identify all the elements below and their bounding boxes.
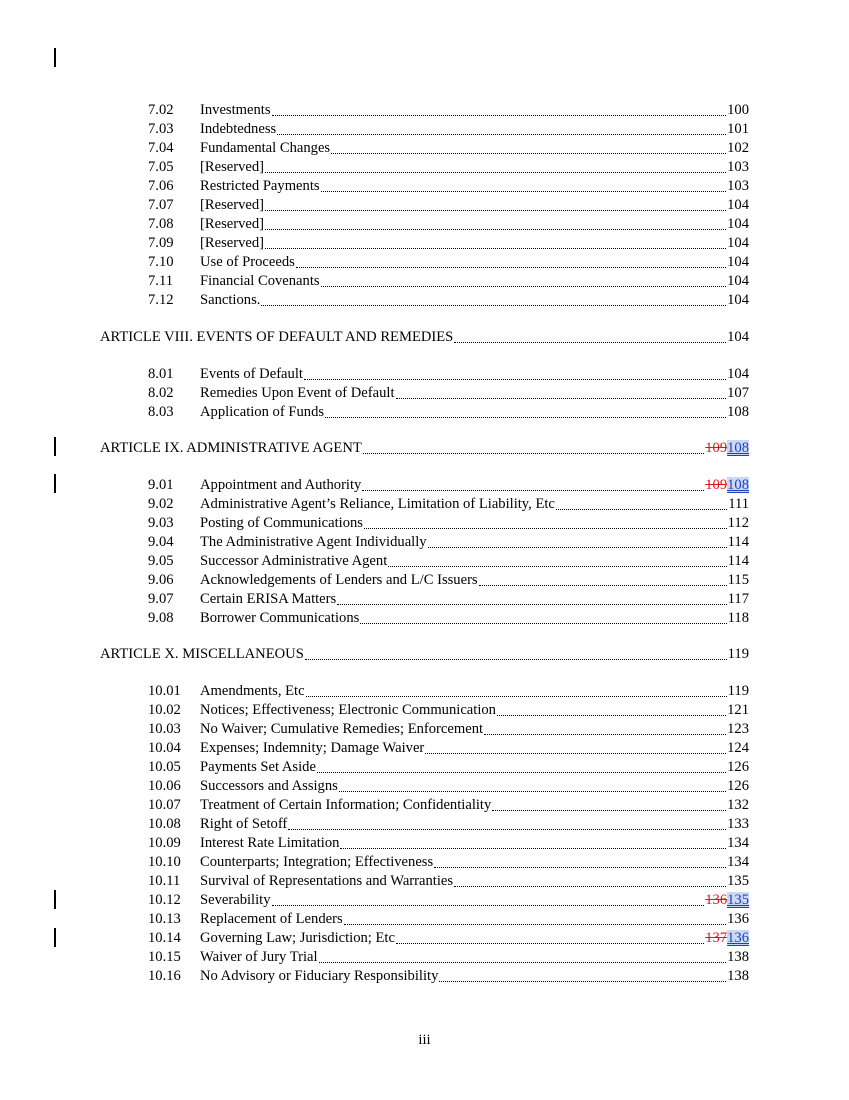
change-bar-section-10-14 bbox=[54, 928, 56, 947]
toc-entry[interactable]: 7.04 Fundamental Changes 102 bbox=[148, 140, 749, 156]
toc-entry[interactable]: 10.16 No Advisory or Fiduciary Responsibility 138 bbox=[148, 968, 749, 984]
dot-leader bbox=[325, 417, 726, 418]
page-number: iii bbox=[418, 1032, 431, 1048]
dot-leader bbox=[396, 398, 727, 399]
change-bar-article-9 bbox=[54, 437, 56, 456]
deleted-page-number: 136 bbox=[705, 892, 728, 908]
toc-entry[interactable]: 10.14 Governing Law; Jurisdiction; Etc 137136 bbox=[148, 930, 749, 946]
toc-entry[interactable]: 9.05 Successor Administrative Agent 114 bbox=[148, 553, 749, 569]
dot-leader bbox=[492, 810, 726, 811]
toc-entry[interactable]: 9.06 Acknowledgements of Lenders and L/C Issuers 115 bbox=[148, 572, 749, 588]
toc-entry[interactable]: 7.06 Restricted Payments 103 bbox=[148, 178, 749, 194]
toc-entry[interactable]: 10.02 Notices; Effectiveness; Electronic Communication 121 bbox=[148, 702, 749, 718]
dot-leader bbox=[331, 153, 726, 154]
toc-entry[interactable]: 10.13 Replacement of Lenders 136 bbox=[148, 911, 749, 927]
toc-entry[interactable]: 10.15 Waiver of Jury Trial 138 bbox=[148, 949, 749, 965]
toc-entry[interactable]: 7.05 [Reserved] 103 bbox=[148, 159, 749, 175]
toc-entry[interactable]: 10.10 Counterparts; Integration; Effectiveness 134 bbox=[148, 854, 749, 870]
change-bar-top bbox=[54, 48, 56, 67]
toc-article-10[interactable]: ARTICLE X. MISCELLANEOUS 119 bbox=[100, 646, 749, 662]
dot-leader bbox=[277, 134, 726, 135]
dot-leader bbox=[344, 924, 726, 925]
inserted-page-number: 108 bbox=[727, 440, 749, 456]
toc-entry[interactable]: 7.12 Sanctions. 104 bbox=[148, 292, 749, 308]
toc-entry[interactable]: 7.10 Use of Proceeds 104 bbox=[148, 254, 749, 270]
toc-entry[interactable]: 8.03 Application of Funds 108 bbox=[148, 404, 749, 420]
inserted-page-number: 135 bbox=[727, 892, 749, 908]
dot-leader bbox=[364, 528, 727, 529]
toc-entry[interactable]: 7.09 [Reserved] 104 bbox=[148, 235, 749, 251]
dot-leader bbox=[261, 305, 726, 306]
dot-leader bbox=[272, 905, 705, 906]
toc-entry[interactable]: 9.04 The Administrative Agent Individually 114 bbox=[148, 534, 749, 550]
toc-entry[interactable]: 9.03 Posting of Communications 112 bbox=[148, 515, 749, 531]
toc-entry[interactable]: 9.02 Administrative Agent’s Reliance, Limitation of Liability, Etc 111 bbox=[148, 496, 749, 512]
toc-entry[interactable]: 7.02 Investments 100 bbox=[148, 102, 749, 118]
dot-leader bbox=[425, 753, 726, 754]
dot-leader bbox=[265, 248, 726, 249]
deleted-page-number: 109 bbox=[705, 477, 728, 493]
dot-leader bbox=[360, 623, 726, 624]
dot-leader bbox=[484, 734, 726, 735]
toc-entry[interactable]: 7.03 Indebtedness 101 bbox=[148, 121, 749, 137]
toc-entry[interactable]: 10.06 Successors and Assigns 126 bbox=[148, 778, 749, 794]
toc-article-8[interactable]: ARTICLE VIII. EVENTS OF DEFAULT AND REMEDIES 104 bbox=[100, 329, 749, 345]
toc-entry[interactable]: 10.08 Right of Setoff 133 bbox=[148, 816, 749, 832]
dot-leader bbox=[272, 115, 727, 116]
toc-entry[interactable]: 7.07 [Reserved] 104 bbox=[148, 197, 749, 213]
dot-leader bbox=[479, 585, 727, 586]
toc-entry[interactable]: 8.01 Events of Default 104 bbox=[148, 366, 749, 382]
dot-leader bbox=[265, 210, 726, 211]
deleted-page-number: 137 bbox=[705, 930, 728, 946]
toc-entry[interactable]: 10.09 Interest Rate Limitation 134 bbox=[148, 835, 749, 851]
dot-leader bbox=[296, 267, 726, 268]
dot-leader bbox=[265, 229, 726, 230]
toc-article-9[interactable]: ARTICLE IX. ADMINISTRATIVE AGENT 109108 bbox=[100, 440, 749, 456]
dot-leader bbox=[288, 829, 726, 830]
dot-leader bbox=[317, 772, 726, 773]
toc-entry[interactable]: 9.08 Borrower Communications 118 bbox=[148, 610, 749, 626]
inserted-page-number: 136 bbox=[727, 930, 749, 946]
change-bar-section-9-01 bbox=[54, 474, 56, 493]
dot-leader bbox=[363, 453, 704, 454]
dot-leader bbox=[454, 342, 726, 343]
toc-entry[interactable]: 10.05 Payments Set Aside 126 bbox=[148, 759, 749, 775]
dot-leader bbox=[340, 848, 726, 849]
dot-leader bbox=[306, 696, 727, 697]
dot-leader bbox=[321, 191, 727, 192]
dot-leader bbox=[556, 509, 727, 510]
dot-leader bbox=[362, 490, 704, 491]
dot-leader bbox=[265, 172, 726, 173]
change-bar-section-10-12 bbox=[54, 890, 56, 909]
dot-leader bbox=[454, 886, 726, 887]
dot-leader bbox=[396, 943, 704, 944]
toc-entry[interactable]: 10.04 Expenses; Indemnity; Damage Waiver 124 bbox=[148, 740, 749, 756]
dot-leader bbox=[434, 867, 726, 868]
dot-leader bbox=[339, 791, 726, 792]
dot-leader bbox=[304, 379, 726, 380]
toc-entry[interactable]: 7.11 Financial Covenants 104 bbox=[148, 273, 749, 289]
toc-entry[interactable]: 9.01 Appointment and Authority 109108 bbox=[148, 477, 749, 493]
dot-leader bbox=[319, 962, 727, 963]
toc-entry[interactable]: 10.03 No Waiver; Cumulative Remedies; Enforcement 123 bbox=[148, 721, 749, 737]
dot-leader bbox=[305, 659, 727, 660]
dot-leader bbox=[439, 981, 726, 982]
toc-entry[interactable]: 10.12 Severability 136135 bbox=[148, 892, 749, 908]
toc-entry[interactable]: 7.08 [Reserved] 104 bbox=[148, 216, 749, 232]
toc-entry[interactable]: 10.07 Treatment of Certain Information; Confidentiality 132 bbox=[148, 797, 749, 813]
inserted-page-number: 108 bbox=[727, 477, 749, 493]
dot-leader bbox=[497, 715, 726, 716]
toc-entry[interactable]: 9.07 Certain ERISA Matters 117 bbox=[148, 591, 749, 607]
dot-leader bbox=[321, 286, 727, 287]
dot-leader bbox=[337, 604, 726, 605]
dot-leader bbox=[388, 566, 726, 567]
toc-entry[interactable]: 10.01 Amendments, Etc 119 bbox=[148, 683, 749, 699]
deleted-page-number: 109 bbox=[705, 440, 728, 456]
toc-entry[interactable]: 10.11 Survival of Representations and Warranties 135 bbox=[148, 873, 749, 889]
dot-leader bbox=[428, 547, 727, 548]
toc-entry[interactable]: 8.02 Remedies Upon Event of Default 107 bbox=[148, 385, 749, 401]
